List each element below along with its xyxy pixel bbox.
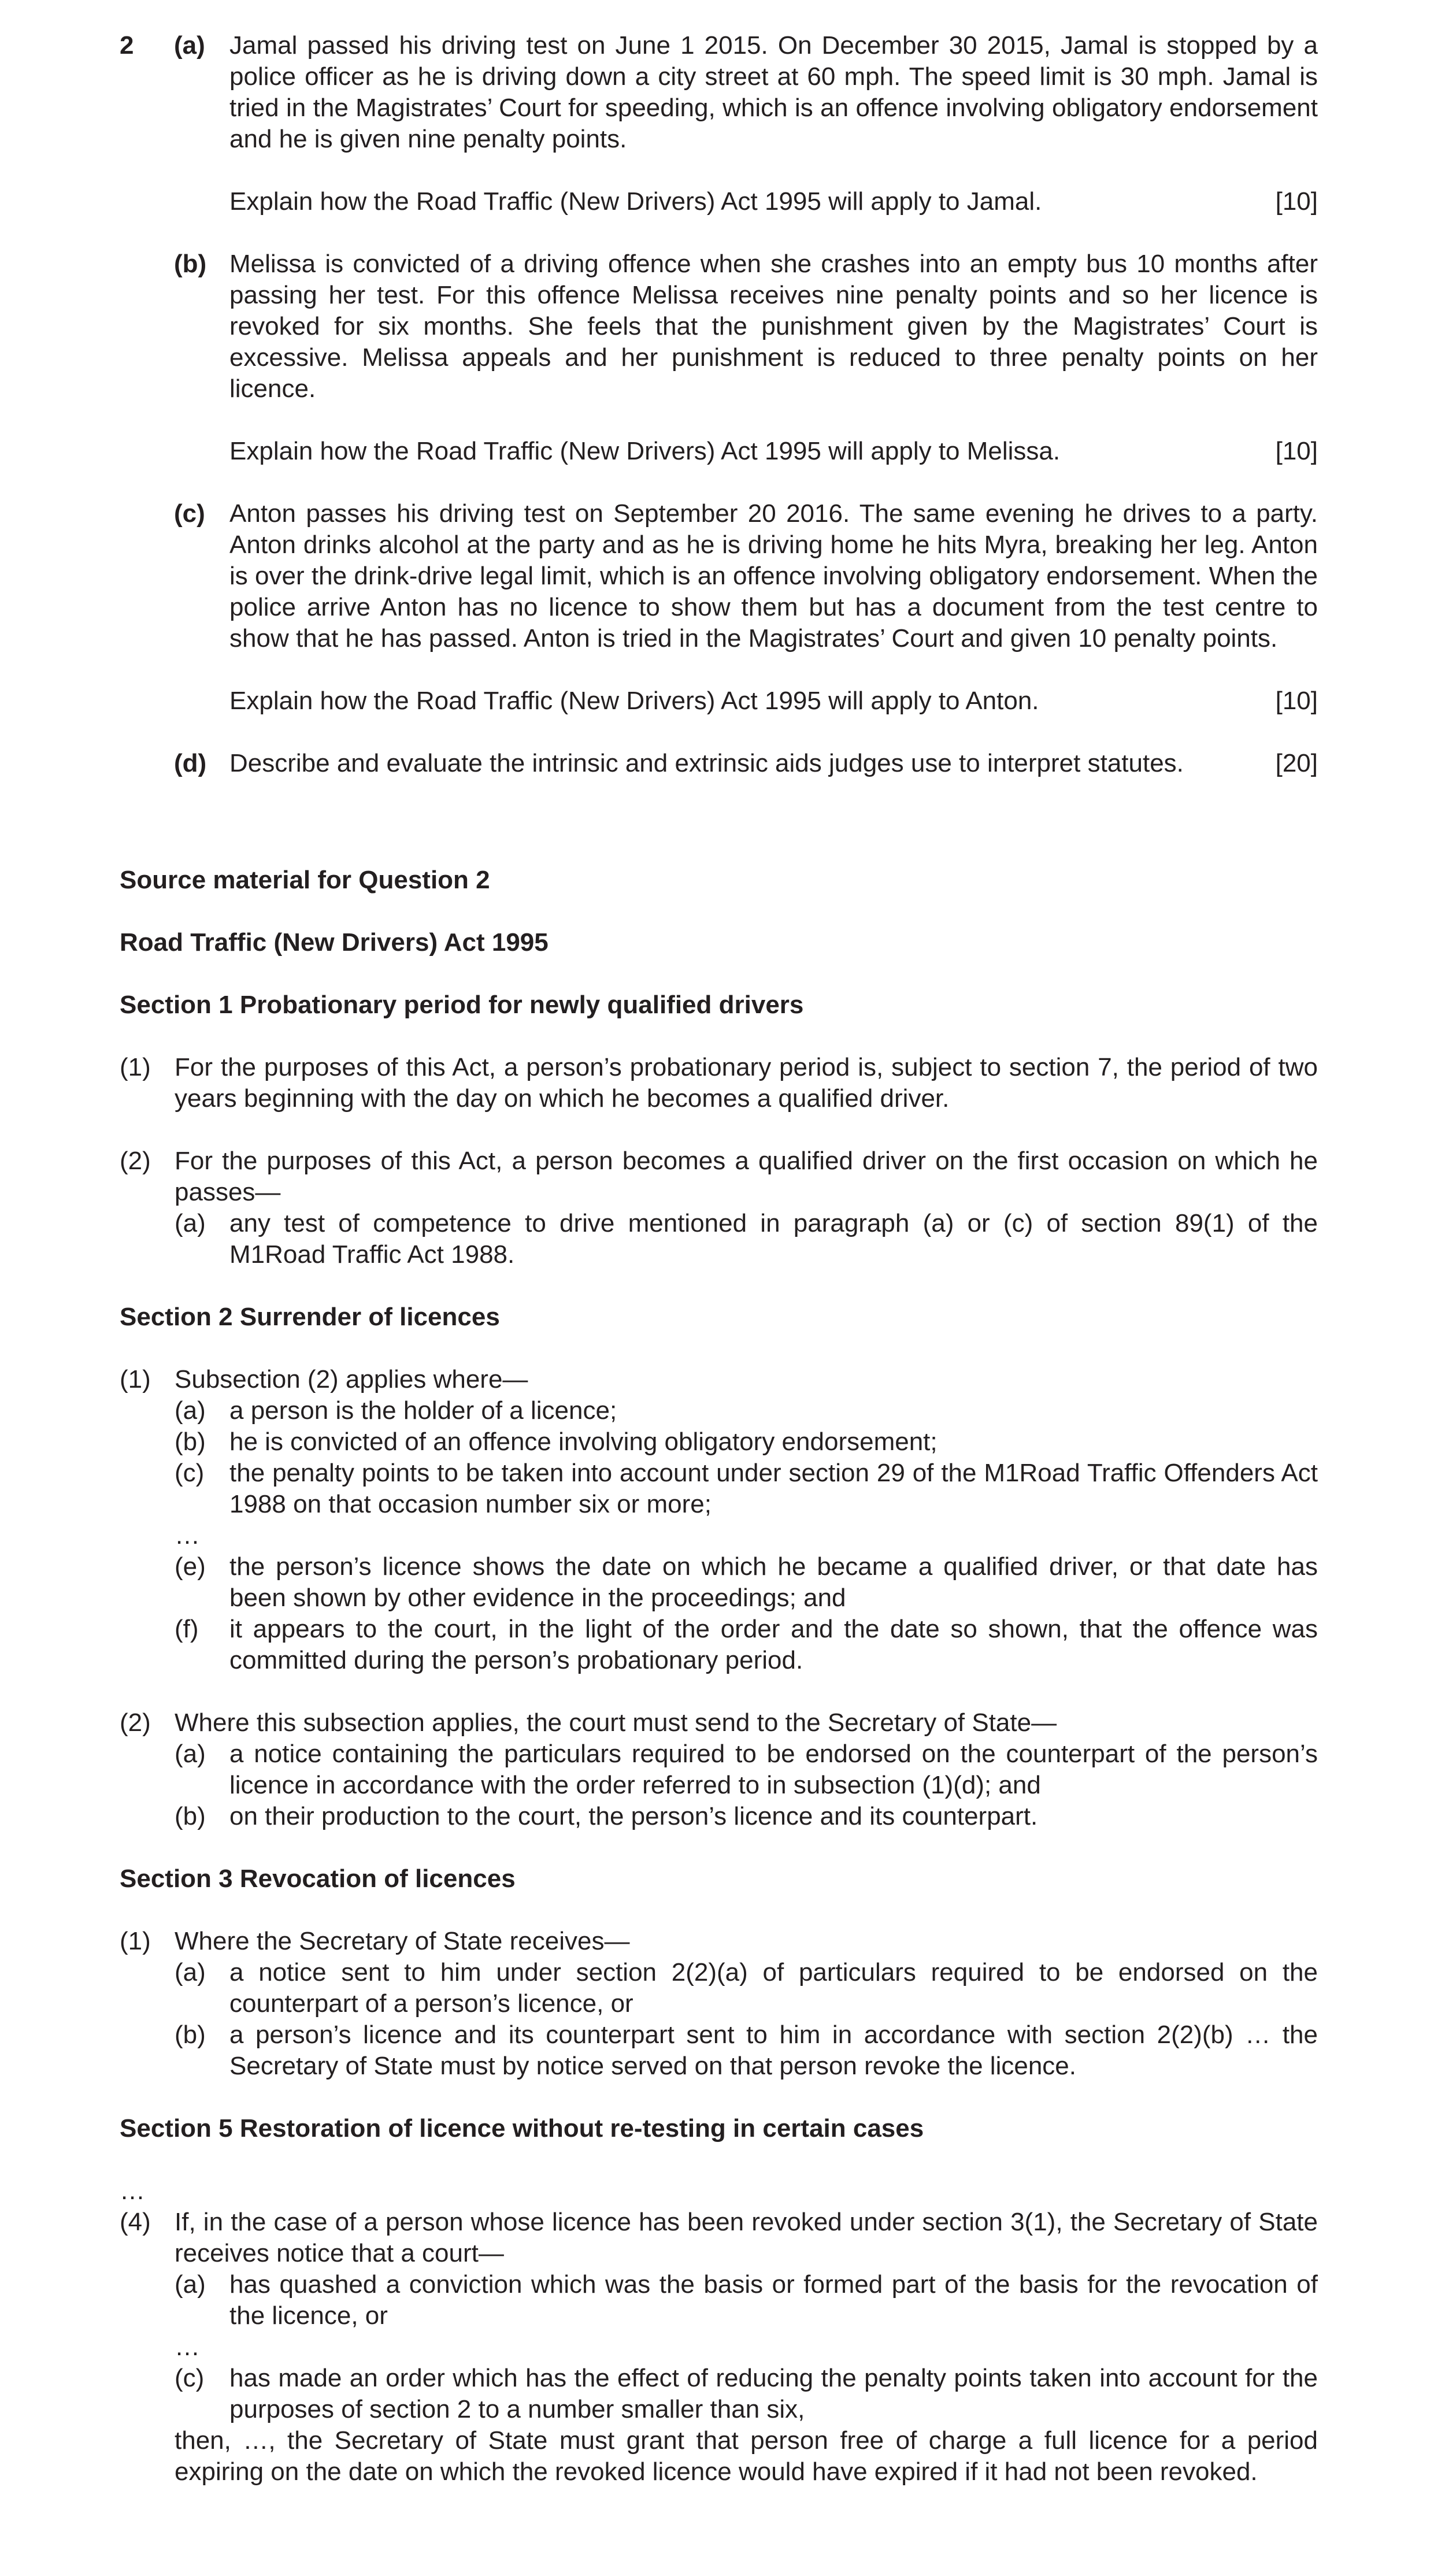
subclause-text: any test of competence to drive mentioned in paragraph (a) or (c) of section 89(1) of the M1Road Traffic Act 1988.: [229, 1209, 1318, 1269]
clause-number: (2): [120, 1708, 151, 1737]
clause-number: (1): [120, 1927, 151, 1955]
marks-label: [10]: [1275, 437, 1318, 465]
subclause: [175, 2269, 1318, 2332]
part-text: Melissa is convicted of a driving offence when she crashes into an empty bus 10 months after passing her test. For this offence Melissa receives nine penalty points and so her licence is revoked for six months. She feels that the punishment given by the Magistrates’ Court is excessive. Melissa appeals and her punishment is reduced to three penalty points on her licence.: [229, 250, 1318, 403]
subclause-text: a notice sent to him under section 2(2)(a) of particulars required to be endorsed on the counterpart of a person’s licence, or: [229, 1958, 1318, 2018]
subclause: [175, 1739, 1318, 1801]
subclause-text: a notice containing the particulars required to be endorsed on the counterpart of the person’s licence in accordance with the order referred to in subsection (1)(d); and: [229, 1740, 1318, 1799]
clause-text: Subsection (2) applies where—: [175, 1365, 528, 1393]
subclause: [175, 2363, 1318, 2425]
subclause-number: (a): [175, 1396, 206, 1425]
section-1-clause-2: [120, 1146, 1318, 1270]
subclause-number: (a): [175, 1740, 206, 1768]
clause-text: For the purposes of this Act, a person becomes a qualified driver on the first occasion on which he passes—: [175, 1147, 1318, 1206]
part-instruction: Explain how the Road Traffic (New Drivers) Act 1995 will apply to Melissa.: [229, 437, 1061, 465]
clause-number: (2): [120, 1147, 151, 1175]
clause-number: (1): [120, 1053, 151, 1081]
part-instruction-row: [229, 748, 1318, 779]
act-title: Road Traffic (New Drivers) Act 1995: [120, 928, 549, 957]
part-label: (d): [174, 749, 207, 777]
part-text: Anton passes his driving test on September 20 2016. The same evening he drives to a party. Anton drinks alcohol at the party and as he is driving home he hits Myra, breaking her leg. Anton is over the drink-drive legal limit, which is an offence involving obligatory endorsement. When the police arrive Anton has no licence to show them but has a document from the test centre to show that he has passed. Anton is tried in the Magistrates’ Court and given 10 penalty points.: [229, 499, 1318, 653]
section-1-heading: Section 1 Probationary period for newly qualified drivers: [120, 991, 804, 1019]
subclause: [175, 1208, 1318, 1270]
subclause-number: (b): [175, 2021, 206, 2049]
subclause-number: (f): [175, 1615, 199, 1643]
subclause-text: has quashed a conviction which was the basis or formed part of the basis for the revocation of the licence, or: [229, 2270, 1318, 2330]
section-1-clause-1: [120, 1052, 1318, 1114]
part-b: [120, 249, 1318, 467]
marks-label: [10]: [1275, 187, 1318, 216]
clause-number: (1): [120, 1365, 151, 1393]
part-text: Jamal passed his driving test on June 1 2015. On December 30 2015, Jamal is stopped by a police officer as he is driving down a city street at 60 mph. The speed limit is 30 mph. Jamal is tried in the Magistrates’ Court for speeding, which is an offence involving obligatory endorsement and he is given nine penalty points.: [229, 31, 1318, 153]
subclause-text: a person is the holder of a licence;: [229, 1396, 617, 1425]
clause-text: Where this subsection applies, the court must send to the Secretary of State—: [175, 1708, 1057, 1737]
part-label: (b): [174, 250, 207, 278]
subclause-number: (e): [175, 1552, 206, 1581]
closing-text: then, …, the Secretary of State must grant that person free of charge a full licence for a period expiring on the date on which the revoked licence would have expired if it had not been revoked.: [175, 2426, 1318, 2486]
part-label: (a): [174, 31, 205, 60]
subclause-number: (b): [175, 1802, 206, 1830]
clause-number: (4): [120, 2208, 151, 2236]
subclause: [175, 1801, 1318, 1832]
part-text: Describe and evaluate the intrinsic and extrinsic aids judges use to interpret statutes.: [229, 749, 1184, 777]
subclause-number: (c): [175, 2364, 205, 2392]
clause-text: Where the Secretary of State receives—: [175, 1927, 630, 1955]
ellipsis: …: [120, 2177, 145, 2205]
clause-text: For the purposes of this Act, a person’s probationary period is, subject to section 7, the period of two years beginning with the day on which he becomes a qualified driver.: [175, 1053, 1318, 1113]
part-c: [120, 498, 1318, 717]
subclause-text: the person’s licence shows the date on which he became a qualified driver, or that date has been shown by other evidence in the proceedings; and: [229, 1552, 1318, 1612]
question-number: 2: [120, 31, 134, 60]
subclause: [175, 2019, 1318, 2082]
marks-label: [20]: [1275, 749, 1318, 777]
section-3-clause-1: [120, 1926, 1318, 2082]
section-5-clause-4: [120, 2207, 1318, 2488]
part-instruction-row: [229, 436, 1318, 467]
subclause: [175, 1614, 1318, 1676]
subclause: [175, 1426, 1318, 1458]
subclause-text: a person’s licence and its counterpart sent to him in accordance with section 2(2)(b) … the Secretary of State must by notice served on that person revoke the licence.: [229, 2021, 1318, 2080]
subclause-text: has made an order which has the effect of reducing the penalty points taken into account for the purposes of section 2 to a number smaller than six,: [229, 2364, 1318, 2423]
subclause: [175, 1551, 1318, 1614]
subclause-number: (b): [175, 1428, 206, 1456]
section-2-clause-2: [120, 1707, 1318, 1832]
ellipsis: …: [175, 1521, 200, 1550]
subclause-text: on their production to the court, the person’s licence and its counterpart.: [229, 1802, 1038, 1830]
subclause-text: the penalty points to be taken into account under section 29 of the M1Road Traffic Offenders Act 1988 on that occasion number six or more;: [229, 1459, 1318, 1518]
section-2-clause-1: [120, 1364, 1318, 1676]
part-instruction-row: [229, 685, 1318, 717]
part-instruction: Explain how the Road Traffic (New Drivers) Act 1995 will apply to Anton.: [229, 687, 1039, 715]
part-instruction: Explain how the Road Traffic (New Drivers) Act 1995 will apply to Jamal.: [229, 187, 1042, 216]
subclause: [175, 1957, 1318, 2019]
section-5-heading: Section 5 Restoration of licence without re-testing in certain cases: [120, 2114, 924, 2143]
marks-label: [10]: [1275, 687, 1318, 715]
ellipsis: …: [175, 2333, 200, 2361]
clause-text: If, in the case of a person whose licence has been revoked under section 3(1), the Secretary of State receives notice that a court—: [175, 2208, 1318, 2267]
subclause-number: (a): [175, 1209, 206, 1237]
subclause: [175, 1395, 1318, 1426]
part-d: [120, 748, 1318, 779]
subclause-number: (a): [175, 2270, 206, 2299]
subclause: [175, 1458, 1318, 1520]
section-3-heading: Section 3 Revocation of licences: [120, 1865, 516, 1893]
subclause-text: he is convicted of an offence involving obligatory endorsement;: [229, 1428, 938, 1456]
subclause-number: (a): [175, 1958, 206, 1986]
question-block: [120, 30, 1318, 779]
source-heading: Source material for Question 2: [120, 866, 490, 894]
section-2-heading: Section 2 Surrender of licences: [120, 1303, 500, 1331]
subclause-text: it appears to the court, in the light of the order and the date so shown, that the offence was committed during the person’s probationary period.: [229, 1615, 1318, 1674]
subclause-number: (c): [175, 1459, 205, 1487]
exam-page: [120, 30, 1318, 2488]
part-instruction-row: [229, 186, 1318, 217]
part-label: (c): [174, 499, 205, 528]
part-a: [120, 30, 1318, 217]
